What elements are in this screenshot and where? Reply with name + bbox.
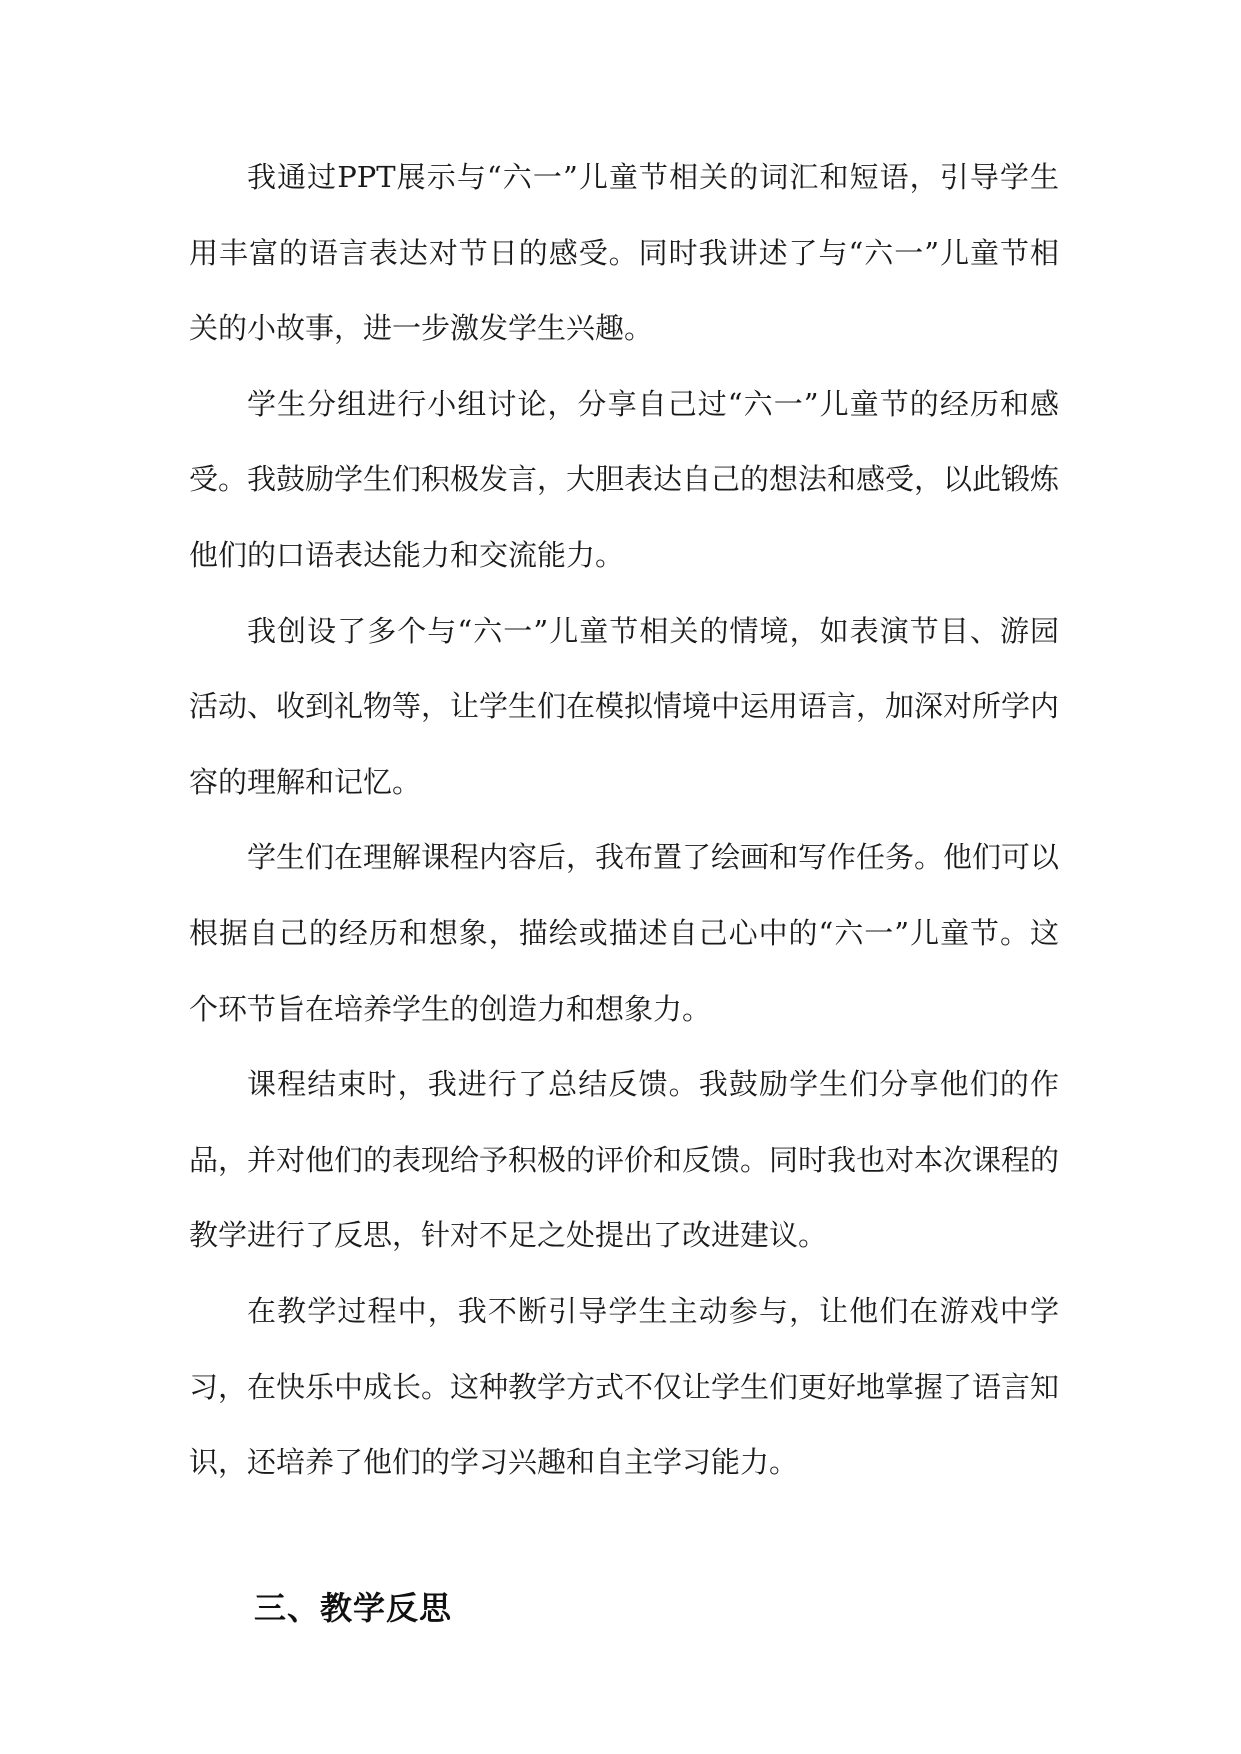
paragraph-teaching-process: 在教学过程中，我不断引导学生主动参与，让他们在游戏中学习，在快乐中成长。这种教学方式不仅让学生们更好地掌握了语言知识，还培养了他们的学习兴趣和自主学习能力。 (189, 1293, 1060, 1480)
paragraph-scenarios: 我创设了多个与“六一”儿童节相关的情境，如表演节目、游园活动、收到礼物等，让学生们在模拟情境中运用语言，加深对所学内容的理解和记忆。 (189, 613, 1060, 799)
paragraph-group-discussion: 学生分组进行小组讨论，分享自己过“六一”儿童节的经历和感受。我鼓励学生们积极发言，大胆表达自己的想法和感受，以此锻炼他们的口语表达能力和交流能力。 (189, 386, 1060, 572)
paragraph-ppt-vocabulary: 我通过PPT展示与“六一”儿童节相关的词汇和短语，引导学生用丰富的语言表达对节日的感受。同时我讲述了与“六一”儿童节相关的小故事，进一步激发学生兴趣。 (189, 160, 1059, 346)
document-body (189, 140, 1059, 1501)
paragraph-drawing-writing: 学生们在理解课程内容后，我布置了绘画和写作任务。他们可以根据自己的经历和想象，描绘或描述自己心中的“六一”儿童节。这个环节旨在培养学生的创造力和想象力。 (189, 840, 1060, 1026)
paragraph-summary-feedback: 课程结束时，我进行了总结反馈。我鼓励学生们分享他们的作品，并对他们的表现给予积极的评价和反馈。同时我也对本次课程的教学进行了反思，针对不足之处提出了改进建议。 (189, 1067, 1060, 1253)
section-heading: 三、教学反思 (254, 1589, 453, 1627)
